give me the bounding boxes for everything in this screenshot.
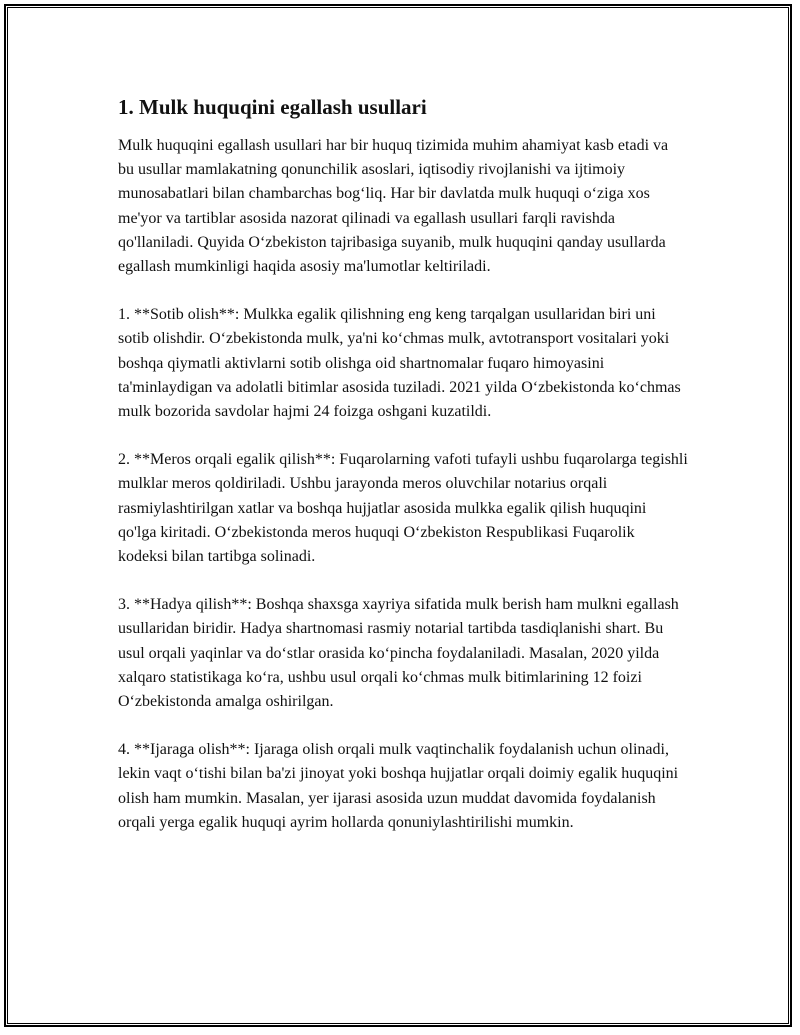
paragraph-meros: 2. **Meros orqali egalik qilish**: Fuqarolarning vafoti tufayli ushbu fuqarolarga tegishli mulklar meros qoldiriladi. Ushbu jarayonda meros oluvchilar notarius orqali rasmiylashtirilgan xatlar va boshqa hujjatlar asosida mulkka egalik qilish huquqini qo'lga kiritadi. O‘zbekistonda meros huquqi O‘zbekiston Respublikasi Fuqarolik kodeksi bilan tartibga solinadi. — [118, 451, 688, 566]
intro-paragraph: Mulk huquqini egallash usullari har bir huquq tizimida muhim ahamiyat kasb etadi va bu usullar mamlakatning qonunchilik asoslari, iqtisodiy rivojlanishi va ijtimoiy munosabatlari bilan chambarchas bog‘liq. Har bir davlatda mulk huquqi o‘ziga xos me'yor va tartiblar asosida nazorat qilinadi va egallash usullari farqli ravishda qo'llaniladi. Quyida O‘zbekiston tajribasiga suyanib, mulk huquqini qanday usullarda egallash mumkinligi haqida asosiy ma'lumotlar keltiriladi. — [118, 137, 669, 276]
document-body — [118, 94, 688, 859]
paragraph-ijara: 4. **Ijaraga olish**: Ijaraga olish orqali mulk vaqtinchalik foydalanish uchun olinadi, lekin vaqt o‘tishi bilan ba'zi jinoyat yoki boshqa hujjatlar orqali doimiy egalik huquqini olish ham mumkin. Masalan, yer ijarasi asosida uzun muddat davomida foydalanish orqali yerga egalik huquqi ayrim hollarda qonuniylashtirilishi mumkin. — [118, 741, 679, 831]
paragraph-hadya: 3. **Hadya qilish**: Boshqa shaxsga xayriya sifatida mulk berish ham mulkni egallash usullaridan biridir. Hadya shartnomasi rasmiy notarial tartibda tasdiqlanishi shart. Bu usul orqali yaqinlar va do‘stlar orasida ko‘pincha foydalaniladi. Masalan, 2020 yilda xalqaro statistikaga ko‘ra, ushbu usul orqali ko‘chmas mulk bitimlarining 12 foizi O‘zbekistonda amalga oshirilgan. — [118, 596, 679, 711]
section-heading: 1. Mulk huquqini egallash usullari — [118, 95, 427, 119]
paragraph-sotib-olish: 1. **Sotib olish**: Mulkka egalik qilishning eng keng tarqalgan usullaridan biri uni sotib olishdir. O‘zbekistonda mulk, ya'ni ko‘chmas mulk, avtotransport vositalari yoki boshqa qiymatli aktivlarni sotib olishga oid shartnomalar fuqaro himoyasini ta'minlaydigan va adolatli bitimlar asosida tuziladi. 2021 yilda O‘zbekistonda ko‘chmas mulk bozorida savdolar hajmi 24 foizga oshgani kuzatildi. — [118, 306, 681, 421]
